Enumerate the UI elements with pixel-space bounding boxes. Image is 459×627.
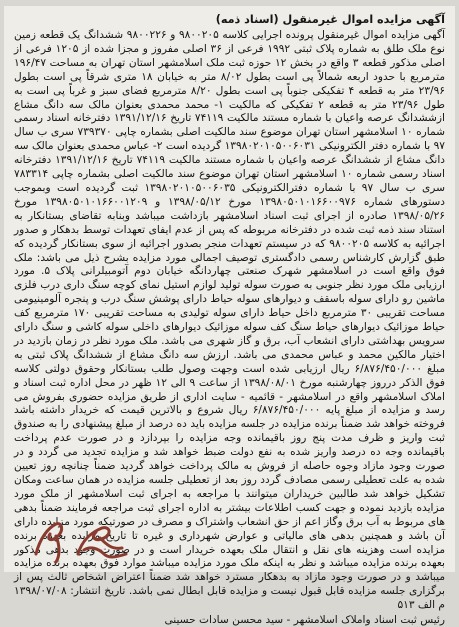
notice-body: آگهی مزایده اموال غیرمنقول پرونده اجرایی کلاسه ۹۸۰۰۲۰۵ و ۹۸۰۰۲۲۶ ششدانگ یک قطعه زمین نوع ملک طلق به شماره پلاک ثبتی ۱۹۹۲ فرعی از ۳۶ اصلی مفروز و مجزا شده از ۱۲۰۵ فرعی از اصلی مذکور قطعه ۳ واقع در بخش ۱۲ حوزه ثبت ملک اسلامشهر استان تهران به مساحت ۱۹۶/۴۷ مترمربع با حدود اربعه شمالاً پی است بطول ۸/۰۲ متر به خیابان ۱۸ متری شرقاً پی است بطول ۲۳/۹۶ متر به قطعه ۴ تفکیکی جنوباً پی است بطول ۸/۲۰ مترمربع فضای سبز و غرباً پی است به طول ۲۳/۹۶ متر به قطعه ۲ تفکیکی که مالکیت ۱- محمد محمدی بعنوان مالک سه دانگ مشاع ازششدانگ عرصه واعیان با شماره مستند مالکیت ۷۴۱۱۹ تاریخ ۱۳۹۱/۱۲/۱۶ دفترخانه اسناد رسمی شماره ۱۰ اسلامشهر استان تهران موضوع سند مالکیت اصلی بشماره چاپی ۷۳۹۳۷۰ سری ب سال ۹۷ با شماره دفتر الکترونیکی ۱۳۹۸۰۲۰۱۰۵۰۰۶۰۳۱ گردیده است ۲- عباس محمدی بعنوان مالک سه دانگ مشاع از ششدانگ عرصه واعیان با شماره مستند مالکیت ۷۴۱۱۹ تاریخ ۱۳۹۱/۱۲/۱۶ دفترخانه اسناد رسمی شماره ۱۰ اسلامشهر استان تهران موضوع سند مالکیت اصلی بشماره چاپی ۷۸۳۳۱۴ سری ب سال ۹۷ با شماره دفترالکترونیکی ۱۳۹۸۰۲۰۱۰۵۰۰۶۰۳۵ ثبت گردیده است وبموجب دستورهای شماره ۱۳۹۸۰۵۰۱۰۱۶۶۰۰۹۷۶ مورخ ۱۳۹۸/۰۵/۱۲ و ۱۳۹۸۰۵۰۱۰۱۶۶۰۰۱۲۰۹ مورخ ۱۳۹۸/۰۵/۲۶ صادره از اجرای ثبت اسناد اسلامشهر بازداشت میباشد وبنابه تقاضای بستانکار به استناد سند ذمه ثبت شده در دفترخانه مربوطه که پس از عدم ایفای تعهدات توسط بدهکار و صدور اجرائیه به کلاسه ۹۸۰۰۲۰۵ که در سیستم تعهدات منجر بصدور اجرائیه از سوی بستانکار گردیده که طبق گزارش کارشناس رسمی دادگستری توصیف اجمالی مورد مزایده بشرح ذیل می باشد: ملک فوق واقع است در اسلامشهر شهرک صنعتی چهاردانگه خیابان دوم آتومبیلرانی پلاک ۵. مورد ارزیابی ملک مورد نظر جنوبی به صورت سوله تولید لوازم استیل نمای کوچه سنگ داری درب فلزی ماشین رو دارای سوله باسقف و دیوارهای سوله حیاط دارای پوشش سنگ درب و پنجره آلومینیومی مساحت تقریبی ۳۰ مترمربع داخل حیاط دارای سوله تولیدی به مساحت تقریبی ۱۷۰ مترمربع کف حیاط موزائیک دیوارهای حیاط سنگ کف سوله موزائیک دیوارهای داخلی سوله کاشی و سنگ دارای سرویس بهداشتی دارای انشعاب آب، برق و گاز شهری می باشد. ملک مورد نظر در زمان بازدید در اختیار مالکین محمد و عباس محمدی می باشد. ارزش سه دانگ مشاع از ششدانگ پلاک ثبتی به مبلغ ۶/۸۷۶/۴۵۰/۰۰۰ ریال ارزیابی شده است وجهت وصول طلب بستانکار وحقوق دولتی کلاسه فوق الذکر درروز چهارشنبه مورخ ۱۳۹۸/۰۸/۰۱ از ساعت ۹ الی ۱۲ ظهر در محل اداره ثبت اسناد و املاک اسلامشهر واقع در اسلامشهر - قائمیه - سایت اداری از طریق مزایده حضوری بفروش می رسد و مزایده از مبلغ پایه ۶/۸۷۶/۴۵۰/۰۰۰ ریال شروع و بالاترین قیمت که خریدار داشته باشد فروخته خواهد شد ضمناً برنده مزایده در جلسه مزایده باید ده درصد از مبلغ پیشنهادی را به صندوق ثبت واریز و ظرف مدت پنج روز باقیمانده وجه مزایده را بپردازد و در صورت عدم پرداخت باقیمانده وجه ده درصد واریز شده به نفع دولت ضبط خواهد شد و مزایده تجدید می گردد و در صورت وجود مازاد وجوه حاصله از فروش به مالک پرداخت خواهد گردید ضمناً چنانچه روز تعیین شده به علت تعطیلی رسمی مصادف گردد روز بعد از تعطیلی جلسه مزایده در همان ساعت ومکان تشکیل خواهد شد طالبین خریداران میتوانند با مراجعه به اجرای ثبت اسلامشهر از ملک مورد مزایده بازدید نموده و جهت کسب اطلاعات بیشتر به اداره اجرای ثبت مراجعه فرمایند ضمناً بدهی های مربوط به آب برق وگاز اعم از حق انشعاب واشتراک و مصرف در صورتیکه مورد مزایده دارای آن باشد و همچنین بدهی های مالیاتی و عوارض شهرداری و غیره تا تاریخ مزایده بعهده برنده مزایده است وهزینه های نقل و انتقال ملک بعهده خریدار است و در صورت وجود بدهی مذکور بعهده برنده مزایده میباشد و نظر به اینکه ملک مورد مزایده میباشد موارد فوق بعهده برنده مزایده میباشد و در صورت وجود مازاد به بدهکار مسترد خواهد شد ضمناً اعتراض اشخاص ثالث پس از برگزاری جلسه مزایده قابل قبول نیست و مزایده قابل ابطال نمی باشد. تاریخ انتشار: ۱۳۹۸/۰۷/۰۸ م الف ۵۱۳ [14,29,446,612]
notice-signature: رئیس ثبت اسناد واملاک اسلامشهر - سید محسن سادات حسینی [164,614,445,627]
newspaper-clipping [4,6,455,627]
notice-title: آگهی مزایده اموال غیرمنقول (اسناد ذمه) [215,13,445,26]
handwritten-number-mark [26,510,136,566]
